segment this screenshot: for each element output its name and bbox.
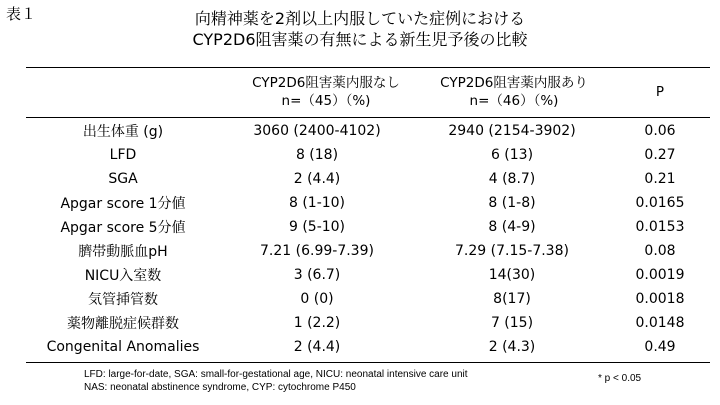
header-p: P xyxy=(655,84,665,100)
table-row xyxy=(26,263,710,287)
value-without-inhibitor: 7.21 (6.99-7.39) xyxy=(260,243,374,259)
p-value: 0.0019 xyxy=(635,267,685,283)
value-without-inhibitor: 8 (18) xyxy=(295,147,339,163)
value-with-inhibitor: 8 (1-8) xyxy=(488,195,536,211)
table-title-line-2: CYP2D6阻害薬の有無による新生児予後の比較 xyxy=(192,30,528,49)
value-with-inhibitor: 6 (13) xyxy=(490,147,534,163)
value-with-inhibitor: 8 (4-9) xyxy=(488,219,536,235)
p-value: 0.27 xyxy=(644,147,676,163)
row-label: SGA xyxy=(108,171,138,187)
row-label: Apgar score 1分値 xyxy=(60,196,186,212)
comparison-table xyxy=(26,119,710,359)
abbreviation-footnote xyxy=(84,368,468,394)
p-value: 0.0018 xyxy=(635,291,685,307)
table-row xyxy=(26,239,710,263)
row-label: LFD xyxy=(109,147,137,163)
row-label: NICU入室数 xyxy=(84,268,162,284)
header-rule xyxy=(26,117,710,118)
p-value: 0.06 xyxy=(644,123,676,139)
value-without-inhibitor: 3 (6.7) xyxy=(293,267,341,283)
footnote-line-1: LFD: large-for-date, SGA: small-for-gestational age, NICU: neonatal intensive care unit xyxy=(84,369,468,380)
row-label: Apgar score 5分値 xyxy=(60,220,186,236)
table-row xyxy=(26,335,710,359)
table-row xyxy=(26,215,710,239)
value-without-inhibitor: 8 (1-10) xyxy=(288,195,346,211)
value-with-inhibitor: 4 (8.7) xyxy=(488,171,536,187)
p-value: 0.0165 xyxy=(635,195,685,211)
value-with-inhibitor: 14(30) xyxy=(488,267,536,283)
row-label: 臍帯動脈血pH xyxy=(78,244,168,260)
value-without-inhibitor: 3060 (2400-4102) xyxy=(253,123,381,139)
header-with-inhibitor xyxy=(424,74,604,110)
table-label: 表１ xyxy=(6,5,37,23)
value-without-inhibitor: 2 (4.4) xyxy=(293,339,341,355)
header-without-inhibitor-label: CYP2D6阻害薬内服なし xyxy=(252,75,400,91)
p-value: 0.08 xyxy=(644,243,676,259)
row-label: 出生体重 (g) xyxy=(82,124,164,140)
p-value: 0.0153 xyxy=(635,219,685,235)
p-value: 0.49 xyxy=(644,339,676,355)
header-without-inhibitor-n: n=（45）（%) xyxy=(281,93,371,109)
top-rule xyxy=(26,67,710,68)
value-with-inhibitor: 7.29 (7.15-7.38) xyxy=(455,243,569,259)
table-row xyxy=(26,167,710,191)
value-without-inhibitor: 9 (5-10) xyxy=(288,219,346,235)
header-with-inhibitor-n: n=（46）（%) xyxy=(469,93,559,109)
table-row xyxy=(26,143,710,167)
table-row xyxy=(26,119,710,143)
value-without-inhibitor: 0 (0) xyxy=(300,291,334,307)
table-row xyxy=(26,311,710,335)
value-without-inhibitor: 1 (2.2) xyxy=(293,315,341,331)
row-label: 気管挿管数 xyxy=(88,292,158,308)
value-without-inhibitor: 2 (4.4) xyxy=(293,171,341,187)
row-label: 薬物離脱症候群数 xyxy=(67,316,179,332)
row-label: Congenital Anomalies xyxy=(46,339,200,355)
value-with-inhibitor: 8(17) xyxy=(493,291,531,307)
significance-note: * p < 0.05 xyxy=(598,373,642,384)
value-with-inhibitor: 7 (15) xyxy=(490,315,534,331)
table-row xyxy=(26,191,710,215)
table-title xyxy=(0,8,720,50)
p-value: 0.0148 xyxy=(635,315,685,331)
header-with-inhibitor-label: CYP2D6阻害薬内服あり xyxy=(440,75,588,91)
bottom-rule xyxy=(26,362,710,363)
table-title-line-1: 向精神薬を2剤以上内服していた症例における xyxy=(194,9,526,28)
value-with-inhibitor: 2 (4.3) xyxy=(488,339,536,355)
p-value: 0.21 xyxy=(644,171,676,187)
table-row xyxy=(26,287,710,311)
header-without-inhibitor xyxy=(236,74,416,110)
value-with-inhibitor: 2940 (2154-3902) xyxy=(448,123,576,139)
footnote-line-2: NAS: neonatal abstinence syndrome, CYP: cytochrome P450 xyxy=(84,382,356,393)
